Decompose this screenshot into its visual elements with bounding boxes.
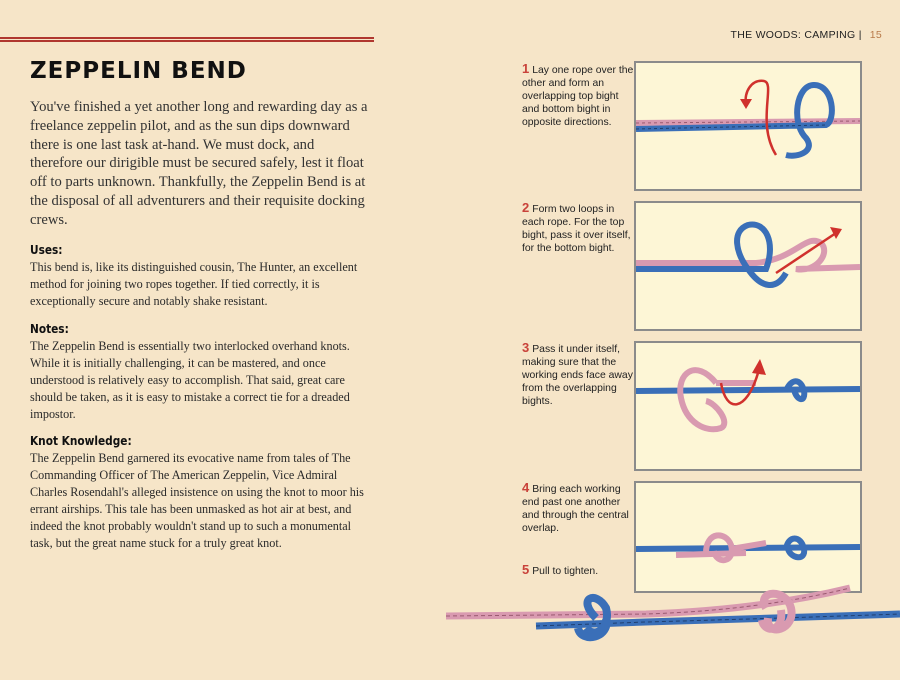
notes-body: The Zeppelin Bend is essentially two interlocked overhand knots. While it is initially challenging, it can be mastered, and once understood is relatively easy to accomplish. That said, great care should be taken, as it is easy to mistake a correct tie for a dreaded impostor.	[30, 339, 350, 421]
step-number: 4	[522, 480, 530, 495]
header-rule	[0, 37, 374, 42]
step-5-text	[522, 563, 634, 578]
step-description: Pull to tighten.	[532, 566, 599, 577]
step-3-illustration	[634, 341, 862, 471]
intro-paragraph: You've finished a yet another long and rewarding day as a freelance zeppelin pilot, and as the sun dips downward there is one last task at-hand. We must dock, and therefore our dirigible must be secured safely, lest it float off to parts unknown. Thankfully, the Zeppelin Bend is at the disposal of all adventurers and their requisite docking crews.	[30, 99, 368, 228]
step-number: 2	[522, 200, 530, 215]
step-4-text	[522, 481, 634, 535]
page-title: ZEPPELIN BEND	[30, 58, 247, 84]
notes-heading: Notes:	[30, 322, 69, 336]
step-number: 1	[522, 61, 530, 76]
section-title: THE WOODS: CAMPING |	[730, 29, 862, 41]
uses-body: This bend is, like its distinguished cousin, The Hunter, an excellent method for joining two ropes together. If tied correctly, it is exceptionally secure and notably shake resistant.	[30, 260, 358, 308]
step-3-text	[522, 341, 634, 408]
step-description: Pass it under itself, making sure that the working ends face away from the overlapping bights.	[522, 344, 633, 407]
step-1-illustration	[634, 61, 862, 191]
page-number: 15	[869, 29, 882, 41]
knot-knowledge-body: The Zeppelin Bend garnered its evocative name from tales of The Commanding Officer of The American Zeppelin, Vice Admiral Charles Rosendahl's alleged insistence on using the knot to moor his errant airships. This tale has been unmasked as hot air at best, and indeed the knot probably wouldn't stand up to such a monumental task, but the great name stuck for a truly great knot.	[30, 451, 364, 550]
final-knot-illustration	[446, 578, 900, 678]
step-description: Lay one rope over the other and form an overlapping top bight and bottom bight in opposite directions.	[522, 65, 634, 128]
step-description: Bring each working end past one another and through the central overlap.	[522, 484, 629, 534]
step-2-illustration	[634, 201, 862, 331]
step-number: 3	[522, 340, 530, 355]
step-number: 5	[522, 562, 530, 577]
step-2-text	[522, 201, 634, 255]
running-header	[730, 29, 882, 41]
step-4-illustration	[634, 481, 862, 593]
knot-knowledge-heading: Knot Knowledge:	[30, 434, 132, 448]
step-description: Form two loops in each rope. For the top bight, pass it over itself, for the bottom bight.	[522, 204, 631, 254]
uses-heading: Uses:	[30, 243, 63, 257]
step-1-text	[522, 62, 634, 129]
